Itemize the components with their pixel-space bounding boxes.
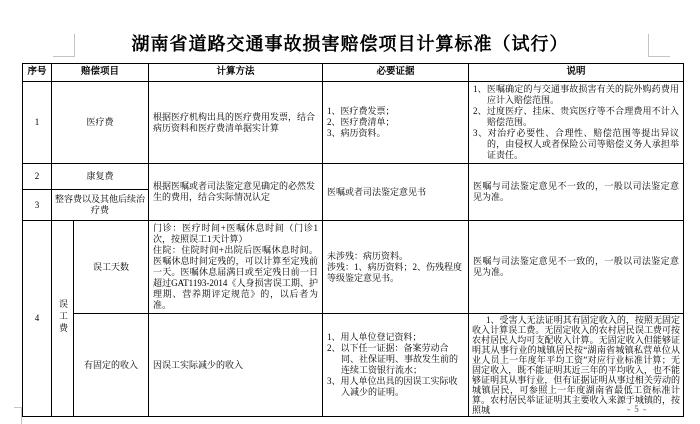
compensation-standards-table: [22, 63, 684, 417]
cell-serial-4: 4: [23, 221, 52, 417]
evidence-line: 涉残：1、病历资料；2、伤残程度等级鉴定意见书。: [327, 261, 463, 283]
document-title: 湖南省道路交通事故损害赔偿项目计算标准（试行）: [131, 34, 569, 54]
evidence-line: 2、医疗费清单；: [327, 117, 395, 127]
table-row-fixed-income: [23, 314, 684, 417]
cell-serial-1: 1: [23, 82, 52, 164]
note-line: 2、过度医疗、挂床、贵宾医疗等不合理费用不计入赔偿范围。: [473, 106, 680, 127]
cell-serial-2: 2: [23, 164, 52, 190]
evidence-line: 2、以下任一证据：备案劳动合同、社保证明、事故发生前的连续工资银行流水；: [327, 343, 459, 375]
header-necessary-evidence: 必要证据: [323, 64, 469, 82]
cell-evidence-medical-fee: [323, 82, 469, 164]
cell-notes-medical-fee: [469, 82, 684, 164]
evidence-line: 3、用人单位出具的因误工实际收入减少的证明。: [327, 376, 458, 397]
header-explanation: 说明: [469, 64, 684, 82]
cell-serial-3: 3: [23, 190, 52, 221]
header-compensation-item: 赔偿项目: [52, 64, 149, 82]
cell-notes-lost-work-days: 医嘱与司法鉴定意见不一致的，一般以司法鉴定意见为准。: [469, 221, 684, 314]
evidence-line: 未涉残：病历资料。: [327, 250, 409, 261]
table-row-lost-work-days: [23, 221, 684, 314]
note-line: 1、医嘱确定的与交通事故损害有关的院外购药费用应计入赔偿范围。: [473, 84, 680, 105]
evidence-line: 3、病历资料。: [327, 128, 386, 138]
cell-notes-rows-2-3: 医嘱与司法鉴定意见不一致的，一般以司法鉴定意见为准。: [469, 164, 684, 221]
cell-item-lost-work-days: 误工天数: [74, 221, 149, 314]
cell-item-cosmetic-fee: 整容费以及其他后续治疗费: [52, 190, 149, 221]
table-row-medical-fee: [23, 82, 684, 164]
cell-evidence-rows-2-3: 医嘱或者司法鉴定意见书: [323, 164, 469, 221]
page-number: - 5 -: [627, 404, 647, 414]
table-row-rehabilitation-fee: [23, 164, 684, 190]
cell-item-fixed-income: 有固定的收入: [74, 314, 149, 417]
header-serial-number: 序号: [23, 64, 52, 82]
cell-item-rehabilitation-fee: 康复费: [52, 164, 149, 190]
cell-method-rows-2-3: 根据医嘱或者司法鉴定意见确定的必然发生的费用，结合实际情况认定: [149, 164, 323, 221]
cell-item-medical-fee: 医疗费: [52, 82, 149, 164]
cell-method-medical-fee: 根据医疗机构出具的医疗费用发票，结合病历资料和医疗费清单据实计算: [149, 82, 323, 164]
cell-method-lost-work-days: [149, 221, 323, 314]
header-calculation-method: 计算方法: [149, 64, 323, 82]
table-header-row: [23, 64, 684, 82]
note-line: 3、对治疗必要性、合理性、赔偿范围等提出异议的，由侵权人或者保险公司等赔偿义务人承担举证责任。: [473, 128, 680, 160]
vertical-group-label: 误工费: [58, 299, 68, 335]
cell-group-lost-work-fee: [52, 221, 74, 417]
cell-notes-fixed-income: 1、受害人无法证明其有固定收入的，按照无固定收入计算误工费。无固定收入的农村居民误工费可按农村居民人均可支配收入计算。无固定收入但能够证明其从事行业的城镇居民按“湖南省城镇私营单位从业人员上一年度年平均工资”对应行业标准计算；无固定收入，既不能证明其近三年的平均收入，也不能够证明其从事行业，但有证据证明从事过相关劳动的城镇居民，可参照上一年度湖南省最低工资标准计算。农村居民举证证明其主要收入来源于城镇的，按照城: [469, 314, 684, 417]
method-line: 住院：住院时间+出院后医嘱休息时间。医嘱休息时间定残的，可以计算至定残前一天。医嘱休息届满日或至定残日前一日超过GAT1193-2014《人身损害误工期、护理期、营养期评定规范》的，以后者为准。: [153, 245, 319, 310]
evidence-line: 1、用人单位登记资料；: [327, 332, 422, 342]
method-line: 门诊：医疗时间+医嘱休息时间（门诊1次，按照误工1天计算）: [153, 223, 319, 244]
cell-method-fixed-income: 因误工实际减少的收入: [149, 314, 323, 417]
cell-evidence-fixed-income: [323, 314, 469, 417]
cell-evidence-lost-work-days: [323, 221, 469, 314]
evidence-line: 1、医疗费发票；: [327, 106, 395, 116]
